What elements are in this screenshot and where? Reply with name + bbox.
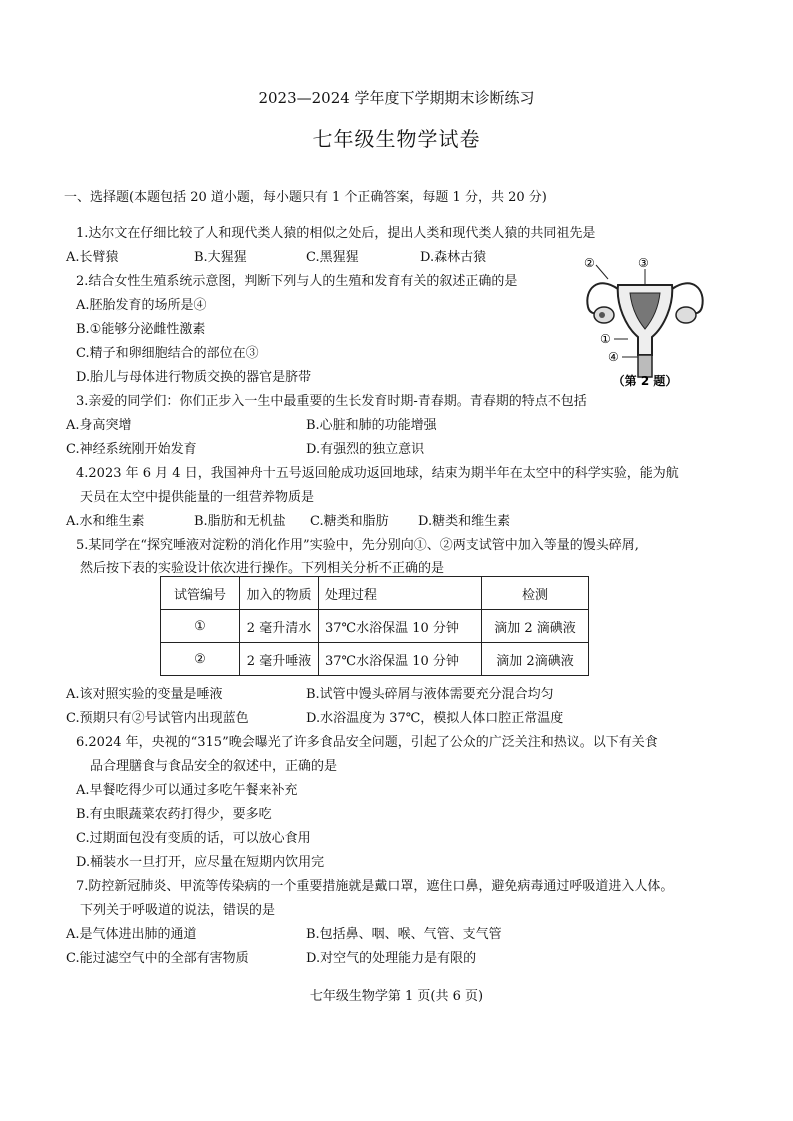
- table-header-row: [161, 577, 589, 610]
- exam-subtitle: 七年级生物学试卷: [312, 127, 481, 151]
- q3-option-a: A.身高突增: [66, 418, 132, 433]
- q7-option-a: A.是气体进出肺的通道: [66, 927, 197, 942]
- table-cell: 滴加 2 滴碘液: [482, 610, 589, 643]
- q6-stem-line2: 品合理膳食与食品安全的叙述中，正确的是: [90, 759, 338, 774]
- q6-option-b: B.有虫眼蔬菜农药打得少，要多吃: [76, 807, 272, 822]
- label-3: ③: [638, 256, 649, 270]
- reproductive-system-figure: [578, 255, 712, 389]
- q7-stem-line2: 下列关于呼吸道的说法，错误的是: [80, 903, 276, 918]
- q2-option-b: B.①能够分泌雌性激素: [76, 322, 206, 337]
- q5-option-a: A.该对照实验的变量是唾液: [66, 687, 223, 702]
- q7-option-d: D.对空气的处理能力是有限的: [306, 951, 477, 966]
- q6-option-d: D.桶装水一旦打开，应尽量在短期内饮用完: [76, 855, 325, 870]
- q5-option-b: B.试管中馒头碎屑与液体需要充分混合均匀: [306, 687, 554, 702]
- q1-option-d: D.森林古猿: [420, 250, 487, 265]
- table-cell: 滴加 2滴碘液: [482, 643, 589, 676]
- experiment-table: [160, 576, 589, 676]
- q6-stem-line1: 6.2024 年，央视的“315”晚会曝光了许多食品安全问题，引起了公众的广泛关注和热议。以下有关食: [76, 735, 658, 750]
- table-cell: ①: [161, 610, 240, 643]
- uterus-diagram: [578, 255, 712, 389]
- q5-stem-line1: 5.某同学在“探究唾液对淀粉的消化作用”实验中，先分别向①、②两支试管中加入等量的馒头碎屑,: [76, 538, 639, 553]
- table-cell: 2 毫升唾液: [240, 643, 319, 676]
- q2-stem: 2.结合女性生殖系统示意图，判断下列与人的生殖和发育有关的叙述正确的是: [76, 274, 518, 289]
- q1-stem: 1.达尔文在仔细比较了人和现代类人猿的相似之处后，提出人类和现代类人猿的共同祖先是: [76, 226, 596, 241]
- exam-title: 2023—2024 学年度下学期期末诊断练习: [258, 89, 535, 107]
- q4-option-b: B.脂肪和无机盐: [194, 514, 286, 529]
- q2-option-d: D.胎儿与母体进行物质交换的器官是脐带: [76, 370, 312, 385]
- q1-option-b: B.大猩猩: [194, 250, 247, 265]
- q4-option-c: C.糖类和脂肪: [310, 514, 389, 529]
- q4-stem-line2: 天员在太空中提供能量的一组营养物质是: [80, 490, 315, 505]
- label-4: ④: [608, 350, 619, 364]
- q6-option-c: C.过期面包没有变质的话，可以放心食用: [76, 831, 311, 846]
- q2-option-c: C.精子和卵细胞结合的部位在③: [76, 346, 259, 361]
- label-2: ②: [584, 256, 595, 270]
- table-row: [161, 643, 589, 676]
- q2-option-a: A.胚胎发育的场所是④: [76, 298, 207, 313]
- table-header-cell: 试管编号: [161, 577, 240, 610]
- q3-option-c: C.神经系统刚开始发育: [66, 442, 197, 457]
- q7-option-b: B.包括鼻、咽、喉、气管、支气管: [306, 927, 502, 942]
- q5-option-c: C.预期只有②号试管内出现蓝色: [66, 711, 249, 726]
- table-header-cell: 检测: [482, 577, 589, 610]
- table-cell: 37℃水浴保温 10 分钟: [319, 643, 482, 676]
- q3-stem: 3.亲爱的同学们：你们正步入一生中最重要的生长发育时期-青春期。青春期的特点不包括: [76, 394, 587, 409]
- q1-option-c: C.黑猩猩: [306, 250, 359, 265]
- q7-stem-line1: 7.防控新冠肺炎、甲流等传染病的一个重要措施就是戴口罩，遮住口鼻，避免病毒通过呼吸道进入人体。: [76, 879, 674, 894]
- page-footer: 七年级生物学第 1 页(共 6 页): [309, 989, 484, 1004]
- q3-option-b: B.心脏和肺的功能增强: [306, 418, 437, 433]
- table-row: [161, 610, 589, 643]
- q1-option-a: A.长臂猿: [66, 250, 119, 265]
- table-cell: 2 毫升清水: [240, 610, 319, 643]
- q4-stem-line1: 4.2023 年 6 月 4 日，我国神舟十五号返回舱成功返回地球，结束为期半年在太空中的科学实验，能为航: [76, 466, 679, 481]
- q4-option-d: D.糖类和维生素: [418, 514, 511, 529]
- table-cell: 37℃水浴保温 10 分钟: [319, 610, 482, 643]
- label-1: ①: [600, 332, 611, 346]
- q4-option-a: A.水和维生素: [66, 514, 145, 529]
- q3-option-d: D.有强烈的独立意识: [306, 442, 425, 457]
- q7-option-c: C.能过滤空气中的全部有害物质: [66, 951, 249, 966]
- figure-caption: （第 2 题）: [612, 374, 678, 388]
- q6-option-a: A.早餐吃得少可以通过多吃午餐来补充: [76, 783, 298, 798]
- q5-stem-line2: 然后按下表的实验设计依次进行操作。下列相关分析不正确的是: [80, 561, 445, 576]
- table-header-cell: 处理过程: [319, 577, 482, 610]
- q5-option-d: D.水浴温度为 37℃，模拟人体口腔正常温度: [306, 711, 564, 726]
- table-cell: ②: [161, 643, 240, 676]
- section-heading: 一、选择题(本题包括 20 道小题，每小题只有 1 个正确答案，每题 1 分，共 20 分): [64, 190, 547, 205]
- table-header-cell: 加入的物质: [240, 577, 319, 610]
